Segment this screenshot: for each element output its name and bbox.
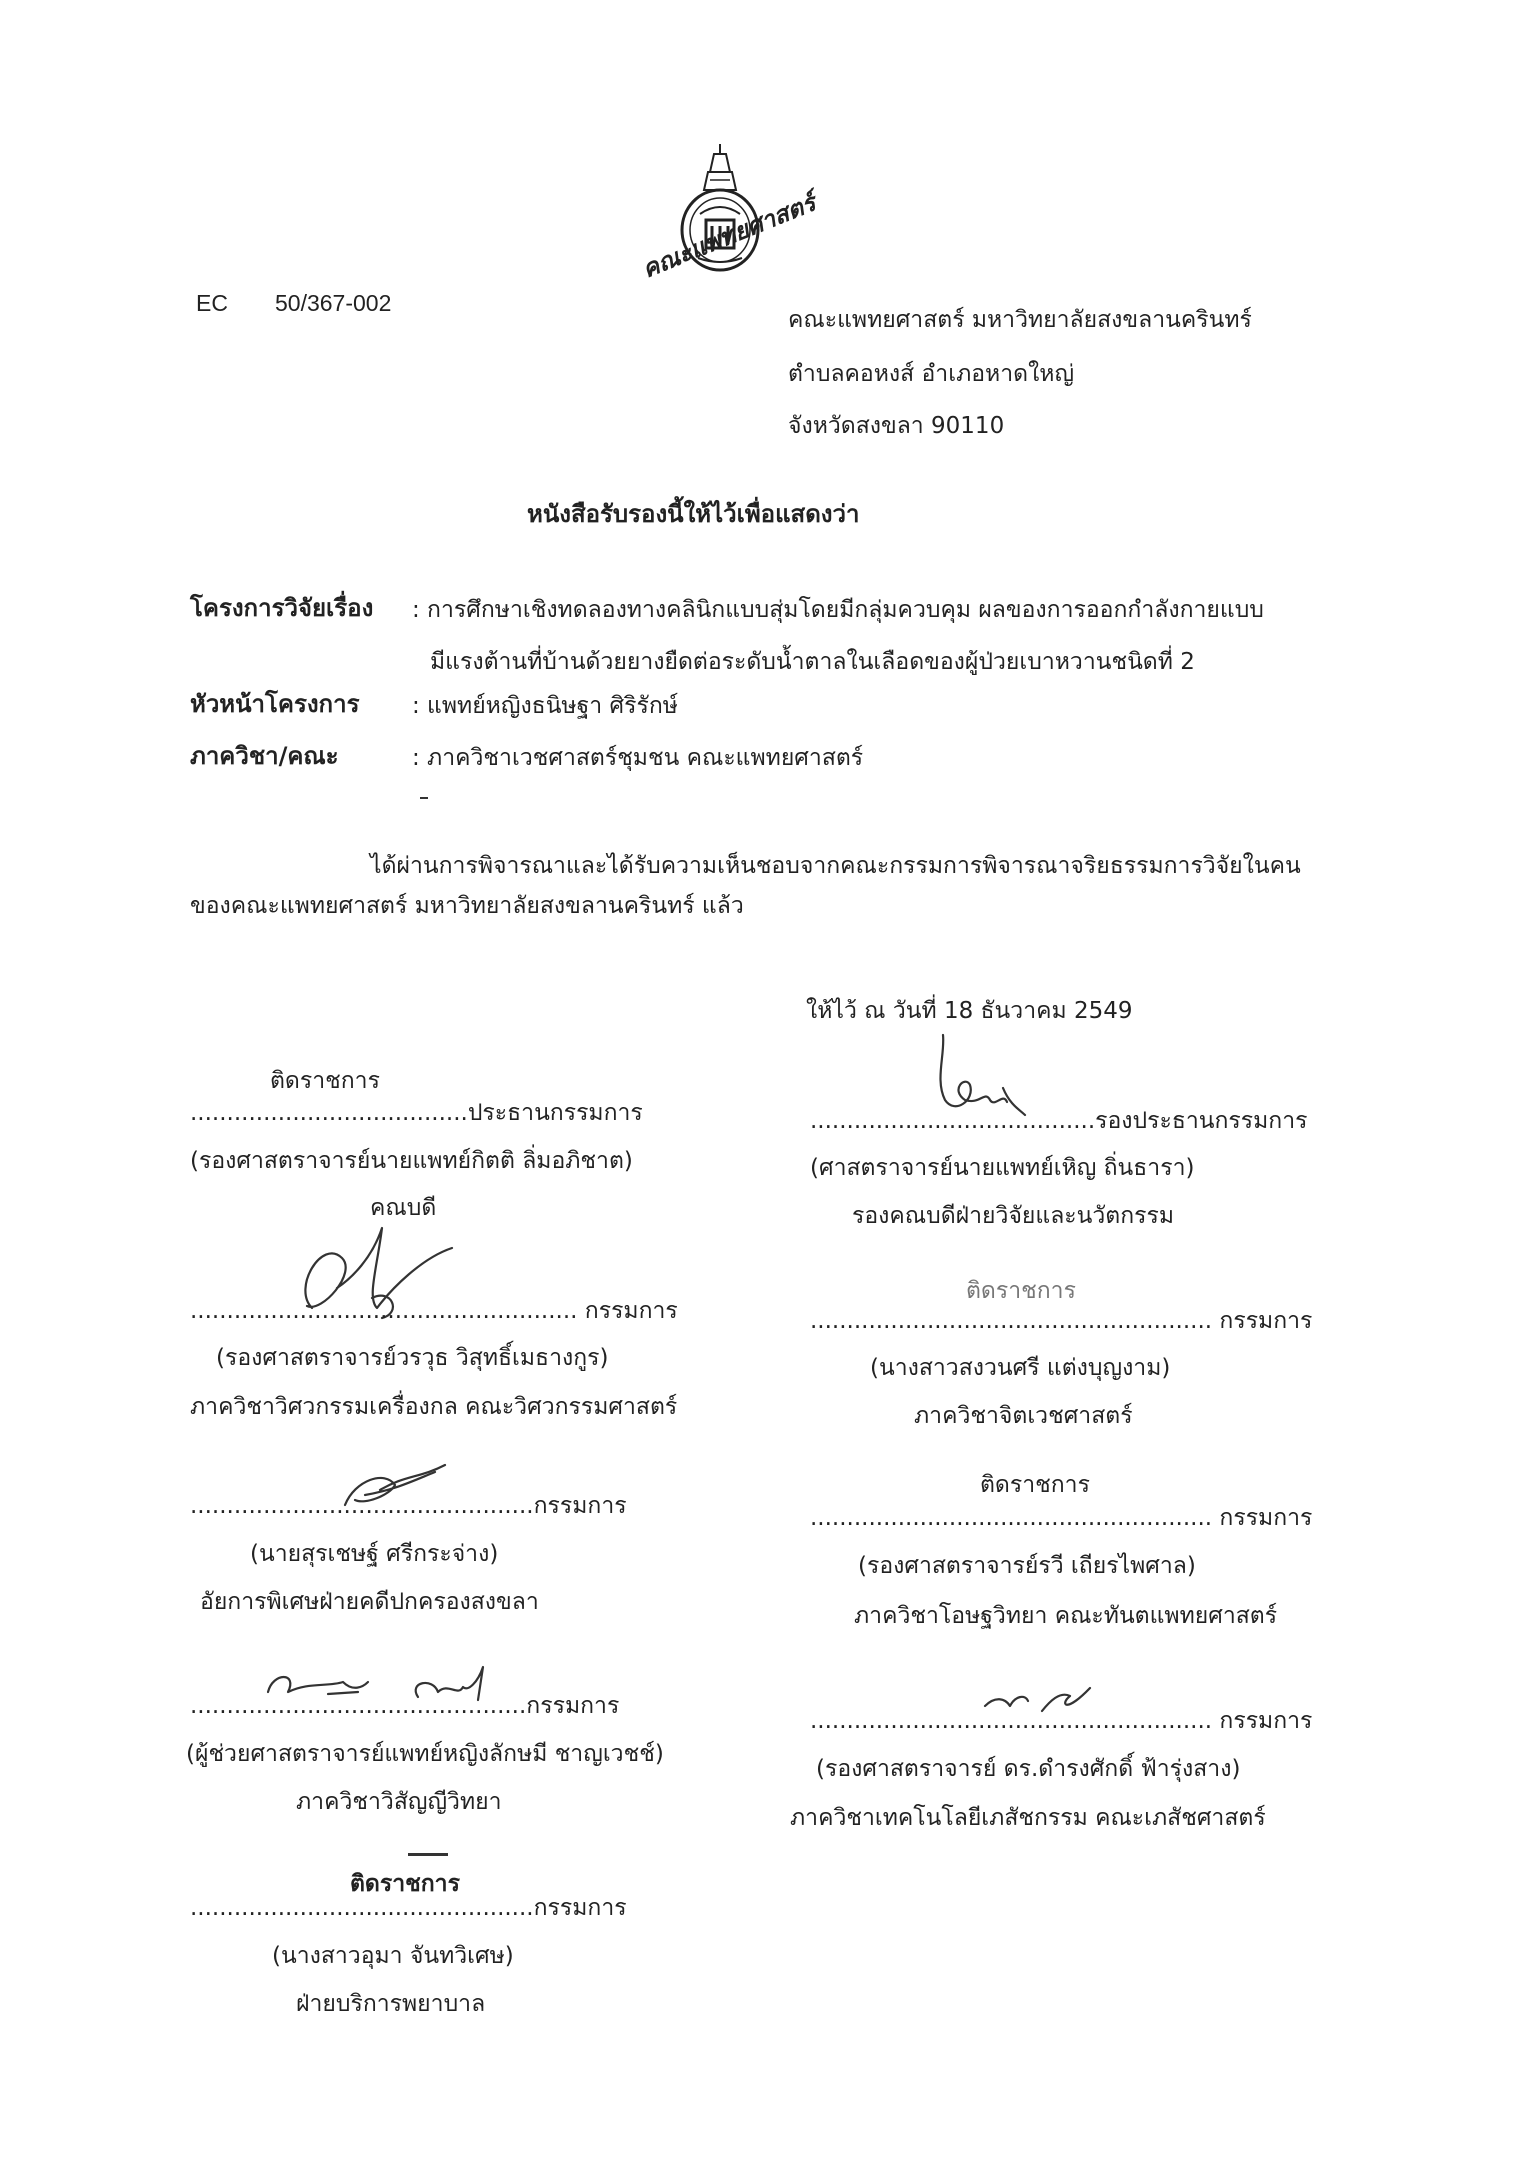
- left-2-name: (รองศาสตราจารย์วรวุธ วิสุทธิ์เมธางกูร): [216, 1345, 609, 1371]
- seal-arc-text: คณะแพทยศาสตร์: [638, 188, 820, 284]
- address-line-1: คณะแพทยศาสตร์ มหาวิทยาลัยสงขลานครินทร์: [788, 307, 1252, 333]
- leader-value: : แพทย์หญิงธนิษฐา ศิริรักษ์: [412, 693, 678, 719]
- certificate-heading: หนังสือรับรองนี้ให้ไว้เพื่อแสดงว่า: [527, 500, 860, 528]
- right-2-stamp: ติดราชการ: [966, 1278, 1076, 1304]
- left-2-sign-line: ..................................................... กรรมการ: [190, 1298, 678, 1324]
- right-1-sign-line: .......................................รองประธานกรรมการ: [810, 1108, 1308, 1134]
- project-value-line-2: มีแรงต้านที่บ้านด้วยยางยืดต่อระดับน้ำตาลในเลือดของผู้ป่วยเบาหวานชนิดที่ 2: [430, 649, 1195, 675]
- left-3-sign-line: ...............................................กรรมการ: [190, 1493, 627, 1519]
- address-line-2: ตำบลคอหงส์ อำเภอหาดใหญ่: [788, 361, 1075, 387]
- stamp-bar: [408, 1853, 448, 1856]
- right-2-position: ภาควิชาจิตเวชศาสตร์: [914, 1403, 1133, 1429]
- right-4-position: ภาควิชาเทคโนโลยีเภสัชกรรม คณะเภสัชศาสตร์: [790, 1805, 1266, 1831]
- body-line-2: ของคณะแพทยศาสตร์ มหาวิทยาลัยสงขลานครินทร์ แล้ว: [190, 893, 744, 919]
- right-4-sign-line: ....................................................... กรรมการ: [810, 1708, 1313, 1734]
- left-1-position: คณบดี: [370, 1195, 437, 1221]
- right-1-name: (ศาสตราจารย์นายแพทย์เหิญ ถิ่นธารา): [810, 1155, 1195, 1181]
- ec-number: 50/367-002: [275, 290, 392, 316]
- department-value: : ภาควิชาเวชศาสตร์ชุมชน คณะแพทยศาสตร์: [412, 745, 864, 771]
- left-5-sign-line: ...............................................กรรมการ: [190, 1895, 627, 1921]
- body-line-1: ได้ผ่านการพิจารณาและได้รับความเห็นชอบจากคณะกรรมการพิจารณาจริยธรรมการวิจัยในคน: [370, 853, 1301, 879]
- given-date: ให้ไว้ ณ วันที่ 18 ธันวาคม 2549: [806, 998, 1133, 1024]
- left-5-stamp: ติดราชการ: [350, 1870, 460, 1897]
- left-5-name: (นางสาวอุมา จันทวิเศษ): [272, 1943, 514, 1969]
- right-3-position: ภาควิชาโอษฐวิทยา คณะทันตแพทยศาสตร์: [854, 1603, 1278, 1629]
- right-2-sign-line: ....................................................... กรรมการ: [810, 1308, 1313, 1334]
- ec-label: EC: [196, 290, 228, 316]
- project-value-line-1: : การศึกษาเชิงทดลองทางคลินิกแบบสุ่มโดยมีกลุ่มควบคุม ผลของการออกกำลังกายแบบ: [412, 597, 1264, 623]
- faculty-seal: [638, 140, 820, 300]
- right-3-sign-line: ....................................................... กรรมการ: [810, 1505, 1313, 1531]
- right-4-name: (รองศาสตราจารย์ ดร.ดำรงศักดิ์ ฟ้ารุ่งสาง): [816, 1756, 1241, 1782]
- left-4-name: (ผู้ช่วยศาสตราจารย์แพทย์หญิงลักษมี ชาญเวชช์): [186, 1741, 664, 1767]
- left-4-sign-line: ..............................................กรรมการ: [190, 1693, 620, 1719]
- left-1-stamp: ติดราชการ: [270, 1068, 380, 1094]
- right-2-name: (นางสาวสงวนศรี แต่งบุญงาม): [870, 1355, 1171, 1381]
- left-1-sign-line: ......................................ประธานกรรมการ: [190, 1100, 643, 1126]
- left-5-position: ฝ่ายบริการพยาบาล: [296, 1991, 486, 2017]
- project-label: โครงการวิจัยเรื่อง: [190, 594, 374, 622]
- left-4-position: ภาควิชาวิสัญญีวิทยา: [296, 1789, 502, 1815]
- department-label: ภาควิชา/คณะ: [190, 742, 339, 770]
- right-3-stamp: ติดราชการ: [980, 1472, 1090, 1498]
- stray-mark: [420, 797, 428, 799]
- left-3-position: อัยการพิเศษฝ่ายคดีปกครองสงขลา: [200, 1589, 539, 1615]
- left-2-position: ภาควิชาวิศวกรรมเครื่องกล คณะวิศวกรรมศาสตร์: [190, 1394, 678, 1420]
- left-3-name: (นายสุรเชษฐ์ ศรีกระจ่าง): [250, 1541, 499, 1567]
- right-3-name: (รองศาสตราจารย์รวี เถียรไพศาล): [858, 1553, 1196, 1579]
- right-1-position: รองคณบดีฝ่ายวิจัยและนวัตกรรม: [852, 1203, 1175, 1229]
- left-1-name: (รองศาสตราจารย์นายแพทย์กิตติ ลิ่มอภิชาต): [190, 1148, 633, 1174]
- leader-label: หัวหน้าโครงการ: [190, 690, 360, 718]
- address-line-3: จังหวัดสงขลา 90110: [788, 413, 1005, 439]
